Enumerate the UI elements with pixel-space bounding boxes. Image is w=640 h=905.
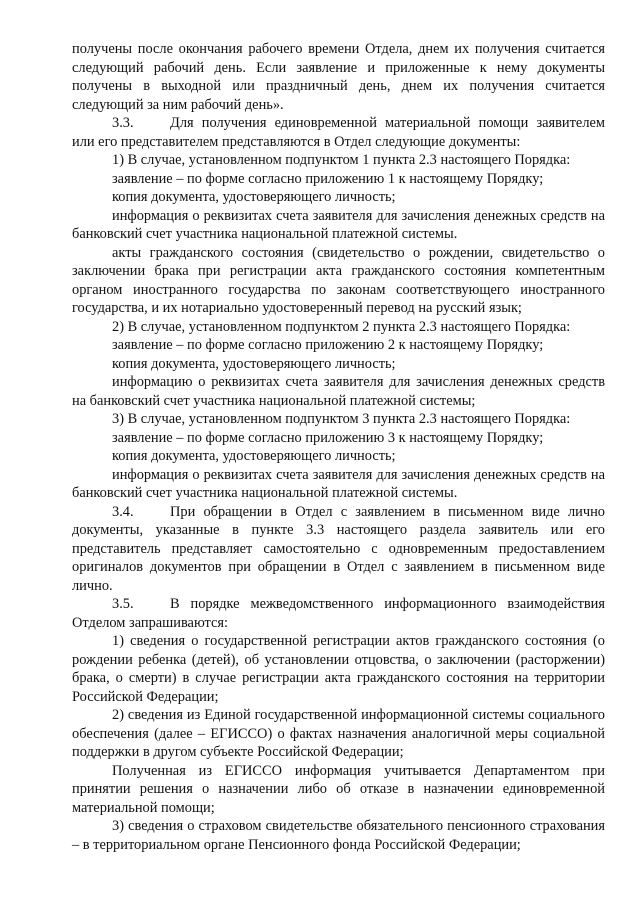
paragraph: 2) сведения из Единой государственной информационной системы социального обеспечения (далее – ЕГИССО) о фактах назначения аналогичной меры социальной поддержки в другом субъекте Российской Федерации; <box>72 707 605 760</box>
paragraph: информацию о реквизитах счета заявителя для зачисления денежных средств на банковский счет участника национальной платежной системы; <box>72 374 605 409</box>
section-3-4 <box>72 503 605 596</box>
section-text: Для получения единовременной материальной помощи заявителем или его представителем представляются в Отдел следующие документы: <box>72 115 605 150</box>
section-3-5 <box>72 595 605 632</box>
paragraph: копия документа, удостоверяющего личность; <box>112 355 396 372</box>
paragraph: 2) В случае, установленном подпунктом 2 пункта 2.3 настоящего Порядка: <box>112 318 571 335</box>
paragraph: информация о реквизитах счета заявителя для зачисления денежных средств на банковский счет участника национальной платежной системы. <box>72 207 605 242</box>
section-text: В порядке межведомственного информационного взаимодействия Отделом запрашиваются: <box>72 596 605 631</box>
paragraph: заявление – по форме согласно приложению 3 к настоящему Порядку; <box>112 429 544 446</box>
paragraph: информация о реквизитах счета заявителя для зачисления денежных средств на банковский счет участника национальной платежной системы. <box>72 466 605 501</box>
paragraph: Полученная из ЕГИССО информация учитывается Департаментом при принятии решения о назначении либо об отказе в назначении единовременной материальной помощи; <box>72 762 605 816</box>
paragraph: 1) сведения о государственной регистрации актов гражданского состояния (о рождении ребенка (детей), об установлении отцовства, о заключении (расторжении) брака, о смерти) в случае регистрации акта гражданского состояния на территории Российской Федерации; <box>72 633 605 705</box>
paragraph: копия документа, удостоверяющего личность; <box>112 448 396 464</box>
paragraph: акты гражданского состояния (свидетельство о рождении, свидетельство о заключении брака при регистрации акта гражданского состояния компетентным органом иностранного государства по законам соответствующего иностранного государства, и их нотариально удостоверенный перевод на русский язык; <box>72 244 605 316</box>
paragraph: заявление – по форме согласно приложению 1 к настоящему Порядку; <box>112 170 544 187</box>
document-page <box>72 40 605 854</box>
paragraph: копия документа, удостоверяющего личность; <box>112 189 396 205</box>
paragraph: 3) сведения о страховом свидетельстве обязательного пенсионного страхования – в территориальном органе Пенсионного фонда Российской Федерации; <box>72 818 605 853</box>
section-number: 3.4. <box>112 503 134 520</box>
paragraph: 1) В случае, установленном подпунктом 1 пункта 2.3 настоящего Порядка: <box>112 152 571 168</box>
section-3-3 <box>72 114 605 151</box>
section-text: При обращении в Отдел с заявлением в письменном виде лично документы, указанные в пункте 3.3 настоящего раздела заявитель или его представитель представляет самостоятельно с одновременным предоставлением оригиналов документов при обращении в Отдел с заявлением в письменном виде лично. <box>72 503 605 594</box>
section-number: 3.3. <box>112 115 134 131</box>
paragraph-continuation: получены после окончания рабочего времени Отдела, днем их получения считается следующий рабочий день. Если заявление и приложенные к нему документы получены в выходной или праздничный день, днем их получения считается следующий за ним рабочий день». <box>72 41 605 113</box>
paragraph: 3) В случае, установленном подпунктом 3 пункта 2.3 настоящего Порядка: <box>112 411 571 427</box>
section-number: 3.5. <box>112 596 134 612</box>
paragraph: заявление – по форме согласно приложению 2 к настоящему Порядку; <box>112 337 544 353</box>
